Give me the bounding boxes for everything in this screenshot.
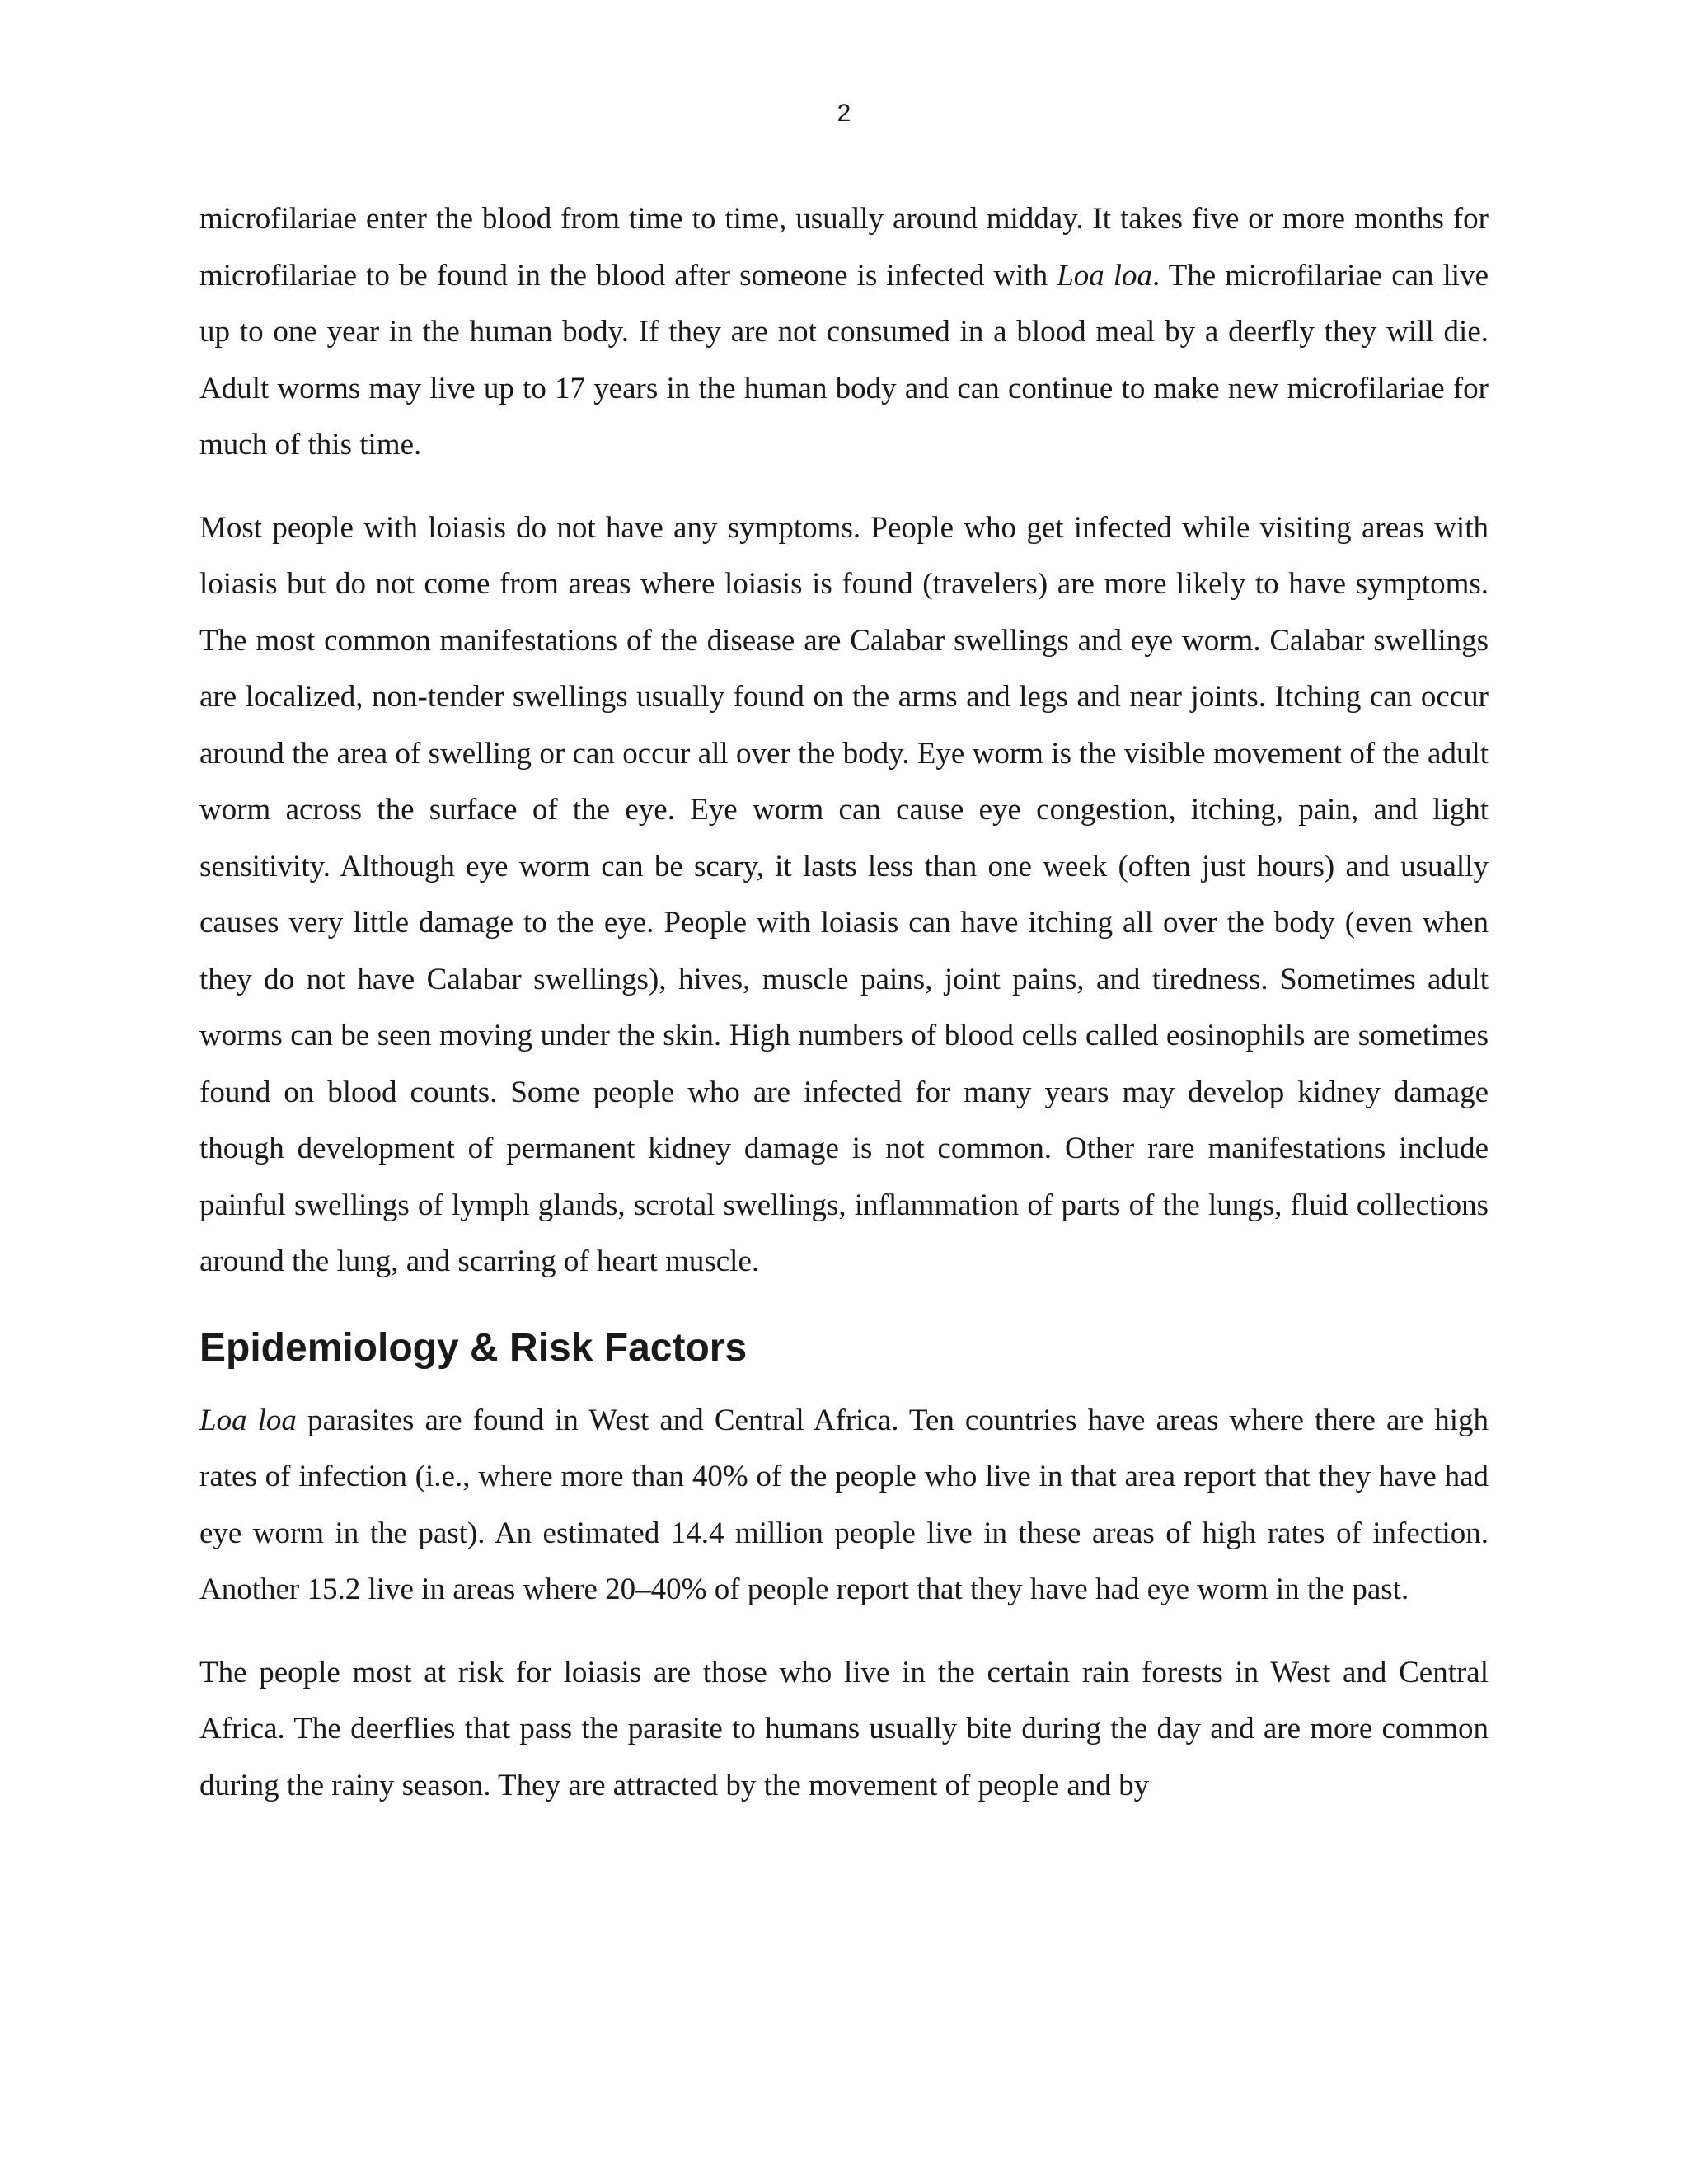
paragraph-epidemiology [199, 1393, 1489, 1619]
paragraph-risk-factors: The people most at risk for loiasis are those who live in the certain rain forests in West and Central Africa. The deerflies that pass the parasite to humans usually bite during the day and are more common during the rainy season. They are attracted by the movement of people and by [199, 1655, 1489, 1802]
page-number: 2 [837, 100, 851, 127]
paragraph-microfilariae-lifecycle [199, 191, 1489, 474]
paragraph-text: . The microfilariae can live up to one year in the human body. If they are not consumed in a blood meal by a deerfly they will die. Adult worms may live up to 17 years in the human body and can continue to make new microfilariae for much of this time. [199, 258, 1489, 462]
species-name: Loa loa [1057, 258, 1153, 293]
paragraph-symptoms: Most people with loiasis do not have any symptoms. People who get infected while visiting areas with loiasis but do not come from areas where loiasis is found (travelers) are more likely to have symptoms. The most common manifestations of the disease are Calabar swellings and eye worm. Calabar swellings are localized, non-tender swellings usually found on the arms and legs and near joints. Itching can occur around the area of swelling or can occur all over the body. Eye worm is the visible movement of the adult worm across the surface of the eye. Eye worm can cause eye congestion, itching, pain, and light sensitivity. Although eye worm can be scary, it lasts less than one week (often just hours) and usually causes very little damage to the eye. People with loiasis can have itching all over the body (even when they do not have Calabar swellings), hives, muscle pains, joint pains, and tiredness. Sometimes adult worms can be seen moving under the skin. High numbers of blood cells called eosinophils are sometimes found on blood counts. Some people who are infected for many years may develop kidney damage though development of permanent kidney damage is not common. Other rare manifestations include painful swellings of lymph glands, scrotal swellings, inflammation of parts of the lungs, fluid collections around the lung, and scarring of heart muscle. [199, 510, 1489, 1278]
document-body [199, 191, 1489, 1840]
paragraph-text: parasites are found in West and Central Africa. Ten countries have areas where there are high rates of infection (i.e., where more than 40% of the people who live in that area report that they have had eye worm in the past). An estimated 14.4 million people live in these areas of high rates of infection. Another 15.2 live in areas where 20–40% of people report that they have had eye worm in the past. [199, 1403, 1489, 1606]
paragraph-text: microfilariae enter the blood from time to time, usually around midday. It takes five or more months for microfilariae to be found in the blood after someone is infected with [199, 202, 1489, 293]
species-name: Loa loa [199, 1403, 297, 1437]
section-heading-epidemiology: Epidemiology & Risk Factors [199, 1325, 748, 1370]
